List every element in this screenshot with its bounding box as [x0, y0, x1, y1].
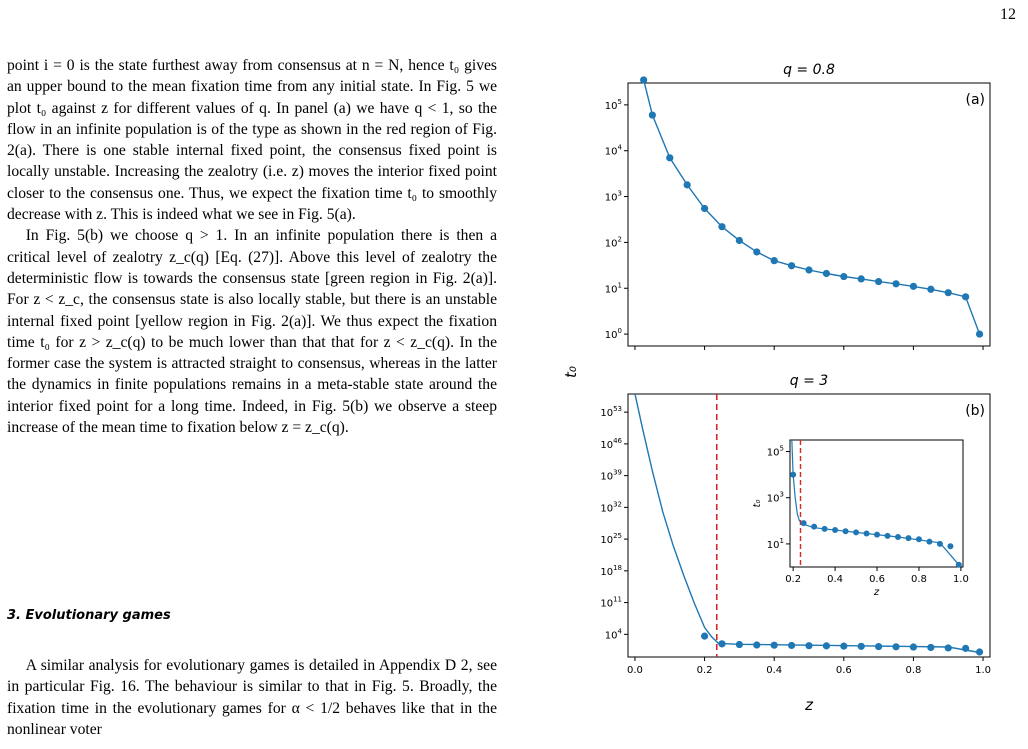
inset-data-point: [811, 524, 817, 530]
panel-b-data-point: [788, 642, 795, 649]
panel-b-xtick-label: 0.8: [905, 665, 922, 676]
panel-b-ytick-label: $10^{11}$: [600, 595, 622, 610]
panel-b-data-point: [805, 642, 812, 649]
panel-a-data-point: [927, 286, 934, 293]
inset-xtick-label: 0.8: [911, 574, 927, 585]
panel-b-data-point: [875, 643, 882, 650]
panel-a-title: q = 0.8: [783, 62, 835, 78]
panel-a-data-point: [640, 76, 647, 83]
panel-a-label: (a): [965, 92, 985, 108]
inset-data-point: [956, 562, 962, 568]
panel-a-axes: [628, 83, 990, 346]
panel-a-data-point: [753, 248, 760, 255]
panel-a-data-point: [858, 275, 865, 282]
inset-data-point: [801, 520, 807, 526]
panel-a-data-point: [945, 289, 952, 296]
panel-b-data-point: [976, 648, 983, 655]
inset-data-point: [864, 531, 870, 537]
paragraph-1: point i = 0 is the state furthest away from consensus at n = N, hence t₀ gives an upper bound to the mean fixation time from any initial state. In Fig. 5 we plot t₀ against z for different values of q. In panel (a) we have q < 1, so the flow in an infinite population is of the type as shown in the red region of Fig. 2(a). There is one stable internal fixed point, the consensus fixed point is locally unstable. Increasing the zealotry (i.e. z) moves the interior fixed point closer to the consensus one. Thus, we expect the fixation time t₀ to smoothly decrease with z. This is indeed what we see in Fig. 5(a).: [7, 57, 497, 224]
inset-ytick-label: $10^5$: [766, 444, 784, 459]
inset-data-point: [926, 539, 932, 545]
panel-b-xtick-label: 0.0: [627, 665, 643, 676]
panel-a-data-point: [875, 278, 882, 285]
panel-b-ytick-label: $10^4$: [604, 627, 622, 642]
inset-xtick-label: 0.6: [869, 574, 885, 585]
panel-a-data-point: [823, 270, 830, 277]
panel-a-data-point: [892, 280, 899, 287]
inset-series-line: [791, 417, 959, 565]
panel-b-xtick-label: 0.4: [766, 665, 783, 676]
panel-a-ytick-label: $10^2$: [604, 235, 622, 250]
panel-b-data-point: [840, 643, 847, 650]
panel-b-data-point: [771, 642, 778, 649]
inset-xlabel: z: [873, 587, 880, 598]
panel-a-data-point: [649, 111, 656, 118]
panel-b-ytick-label: $10^{25}$: [600, 532, 622, 547]
inset-data-point: [790, 472, 796, 478]
inset-data-point: [947, 543, 953, 549]
section-heading: 3. Evolutionary games: [7, 608, 171, 623]
panel-a-data-point: [684, 181, 691, 188]
inset-data-point: [843, 528, 849, 534]
panel-b-ytick-label: $10^{18}$: [600, 563, 622, 578]
inset-data-point: [853, 529, 859, 535]
inset-data-point: [874, 532, 880, 538]
panel-a-data-point: [701, 205, 708, 212]
panel-a-ytick-label: $10^3$: [604, 189, 622, 204]
panel-a-data-point: [840, 273, 847, 280]
inset-data-point: [822, 526, 828, 532]
panel-a-ytick-label: $10^0$: [604, 327, 622, 342]
inset-data-point: [885, 533, 891, 539]
panel-b-xtick-label: 0.2: [696, 665, 713, 676]
panel-b-data-point: [718, 640, 725, 647]
inset-data-point: [832, 527, 838, 533]
panel-b-ytick-label: $10^{39}$: [600, 468, 622, 483]
panel-b-data-point: [962, 645, 969, 652]
inset-data-point: [916, 536, 922, 542]
panel-b-data-point: [823, 642, 830, 649]
inset-ytick-label: $10^3$: [766, 490, 784, 505]
body-text-column: [7, 55, 497, 438]
panel-b-data-point: [945, 644, 952, 651]
panel-a-data-point: [962, 293, 969, 300]
panel-b-data-point: [892, 643, 899, 650]
panel-b-data-point: [858, 643, 865, 650]
panel-a-data-point: [718, 223, 725, 230]
panel-a-data-point: [910, 283, 917, 290]
inset-ylabel: t₀: [752, 499, 763, 508]
panel-a-data-point: [666, 154, 673, 161]
panel-b-ytick-label: $10^{32}$: [600, 500, 622, 515]
figure-ylabel: t₀: [562, 366, 580, 378]
panel-b-label: (b): [965, 403, 985, 419]
panel-b-series-line: [635, 394, 980, 653]
inset-xtick-label: 0.4: [827, 574, 844, 585]
panel-b-data-point: [927, 644, 934, 651]
panel-a-data-point: [736, 237, 743, 244]
panel-b-ytick-label: $10^{53}$: [600, 405, 622, 420]
panel-a-data-point: [788, 262, 795, 269]
panel-a-data-point: [771, 257, 778, 264]
panel-a-ytick-label: $10^1$: [604, 281, 622, 296]
panel-b-ytick-label: $10^{46}$: [600, 436, 622, 451]
panel-a-series-line: [644, 80, 980, 334]
panel-b-data-point: [701, 633, 708, 640]
inset-data-point: [895, 534, 901, 540]
paragraph-2: In Fig. 5(b) we choose q > 1. In an infinite population there is then a critical level of zealotry z_c(q) [Eq. (27)]. Above this level of zealotry the deterministic flow is towards the consensus state [green region in Fig. 2(a)]. For z < z_c, the consensus state is also locally stable, but there is an unstable internal fixed point [yellow region in Fig. 2(a)]. We thus expect the fixation time t₀ for z > z_c(q) to be much lower than that that for z < z_c(q). In the former case the system is attracted straight to consensus, whereas in the latter the dynamics in finite populations remains in a meta-stable state around the interior fixed point for a long time. Indeed, in Fig. 5(b) we observe a steep increase of the mean time to fixation below z = z_c(q).: [7, 227, 497, 437]
panel-b-data-point: [736, 641, 743, 648]
panel-b-data-point: [910, 643, 917, 650]
paragraph-3: A similar analysis for evolutionary games is detailed in Appendix D 2, see in particular Fig. 16. The behaviour is similar to that in Fig. 5. Broadly, the fixation time in the evolutionary games for α < 1/2 behaves like that in the nonlinear voter: [7, 657, 497, 738]
page-number: 12: [1000, 6, 1016, 23]
panel-a-data-point: [805, 266, 812, 273]
panel-b-xtick-label: 0.6: [835, 665, 852, 676]
inset-xtick-label: 0.2: [785, 574, 802, 585]
inset-data-point: [937, 541, 943, 547]
inset-xtick-label: 1.0: [952, 574, 969, 585]
panel-b-xtick-label: 1.0: [975, 665, 991, 676]
panel-b-title: q = 3: [789, 373, 829, 389]
figure-xlabel: z: [805, 696, 813, 714]
inset-data-point: [905, 535, 911, 541]
panel-b-axes: [628, 394, 990, 657]
inset-ytick-label: $10^1$: [766, 536, 784, 551]
panel-b-data-point: [753, 641, 760, 648]
inset-axes: [790, 440, 963, 567]
panel-a-ytick-label: $10^4$: [604, 143, 622, 158]
panel-a-data-point: [976, 330, 983, 337]
panel-a-ytick-label: $10^5$: [604, 97, 622, 112]
